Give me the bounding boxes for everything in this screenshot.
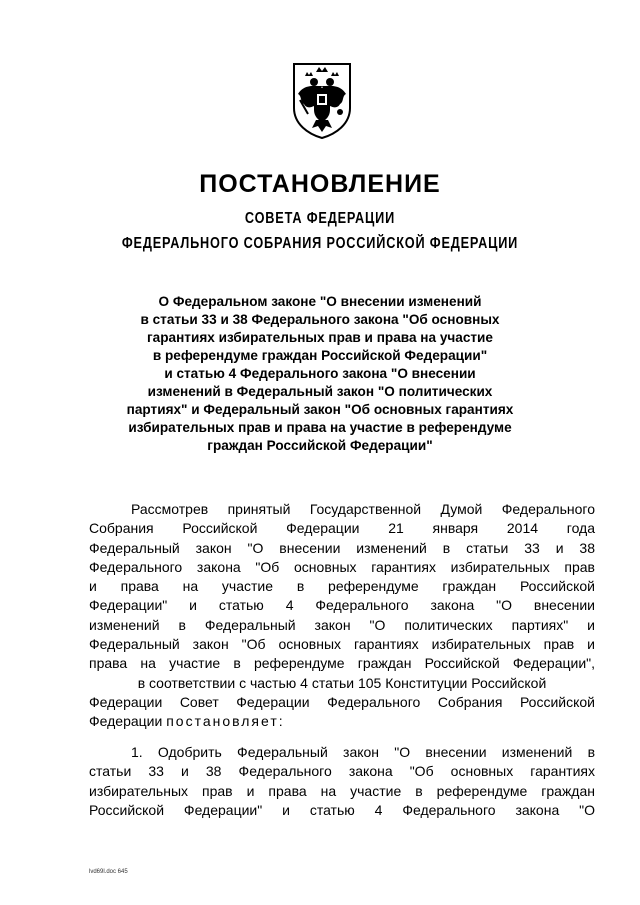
subject-line: изменений в Федеральный закон "О политических <box>147 384 493 399</box>
document-subject <box>80 293 560 455</box>
paragraph-line: статьи 33 и 38 Федерального закона "Об основных гарантиях <box>89 763 595 780</box>
issuer-line-1: СОВЕТА ФЕДЕРАЦИИ <box>244 210 396 227</box>
document-title: ПОСТАНОВЛЕНИЕ <box>199 170 441 198</box>
subject-line: граждан Российской Федерации" <box>207 438 433 453</box>
paragraph-last-line <box>89 712 595 731</box>
issuer-line-2: ФЕДЕРАЛЬНОГО СОБРАНИЯ РОССИЙСКОЙ ФЕДЕРАЦИИ <box>121 235 519 252</box>
subject-line: избирательных прав и права на участие в референдуме <box>128 420 512 435</box>
paragraph-line: избирательных прав и права на участие в референдуме граждан <box>89 782 595 799</box>
paragraph-item-1 <box>89 743 595 820</box>
paragraph-line: Федерации Совет Федерации Федерального Собрания Российской <box>89 693 595 710</box>
subject-line: гарантиях избирательных прав и права на участие <box>147 330 493 345</box>
paragraph-line: Федерации <box>89 713 163 730</box>
subject-line: партиях" и Федеральный закон "Об основных гарантиях <box>126 402 514 417</box>
resolution-verb: постановляет: <box>166 713 285 730</box>
subject-line: О Федеральном законе "О внесении изменений <box>158 294 482 309</box>
coat-of-arms-icon <box>290 60 354 140</box>
paragraph-preamble <box>89 500 595 732</box>
subject-line: в статьи 33 и 38 Федерального закона "Об основных <box>140 312 500 327</box>
paragraph-line: Федерации" и статью 4 Федерального закона "О внесении <box>89 597 595 614</box>
paragraph-line: изменений в Федеральный закон "О политических партиях" и <box>89 616 595 633</box>
paragraph-line: Российской Федерации" и статью 4 Федерального закона "О <box>89 801 595 818</box>
paragraph-line: Рассмотрев принятый Государственной Думой Федерального <box>131 501 595 517</box>
paragraph-line: права на участие в референдуме граждан Российской Федерации", <box>89 655 595 672</box>
subject-line: в референдуме граждан Российской Федерации" <box>152 348 488 363</box>
paragraph-line: Собрания Российской Федерации 21 января 2014 года <box>89 520 595 537</box>
paragraph-line: 1. Одобрить Федеральный закон "О внесении изменений в <box>131 744 595 760</box>
paragraph-line: и права на участие в референдуме граждан Российской <box>89 578 595 595</box>
file-reference: lvd69l.doc 645 <box>89 869 128 875</box>
paragraph-line: в соответствии с частью 4 статьи 105 Конституции Российской <box>137 674 547 691</box>
paragraph-line: Федерального закона "Об основных гарантиях избирательных прав <box>89 558 595 575</box>
paragraph-line: Федеральный закон "Об основных гарантиях избирательных прав и <box>89 636 595 653</box>
subject-line: и статью 4 Федерального закона "О внесении <box>164 366 476 381</box>
paragraph-line: Федеральный закон "О внесении изменений в статьи 33 и 38 <box>89 539 595 556</box>
